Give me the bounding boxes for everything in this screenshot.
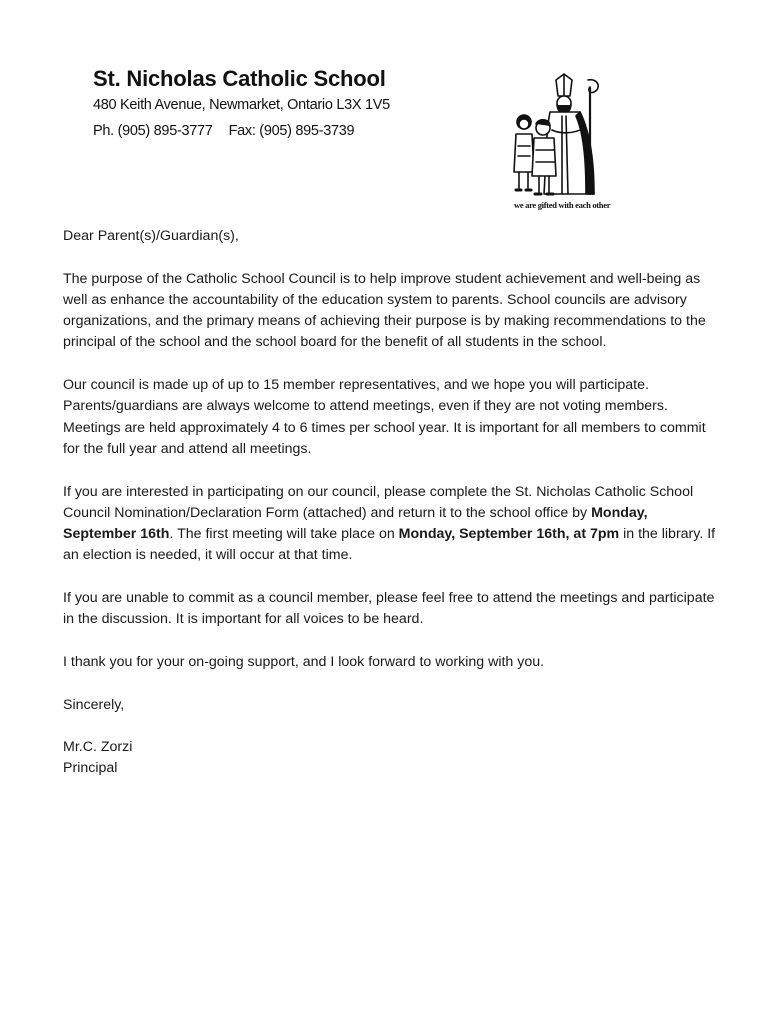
paragraph-council-membership: Our council is made up of up to 15 member representatives, and we hope you will participate. Parents/guardians are always welcome to attend meetings, even if they are not voting members. Meetings are held approximately 4 to 6 times per school year. It is important for all members to commit for the full year and attend all meetings. <box>63 377 706 457</box>
paragraph-nomination <box>63 482 723 567</box>
signature-block <box>63 737 723 780</box>
saint-nicholas-with-children-icon <box>510 72 614 212</box>
nomination-text: If you are interested in participating on our council, please complete the St. Nicholas Catholic School Council Nomination/Declaration Form (attached) and return it to the school office by <box>63 483 694 521</box>
school-motto: we are gifted with each other <box>514 200 611 210</box>
salutation: Dear Parent(s)/Guardian(s), <box>63 228 239 244</box>
letterhead <box>93 64 390 141</box>
fax-number: Fax: (905) 895-3739 <box>228 123 355 139</box>
paragraph-attend-meetings: If you are unable to commit as a council member, please feel free to attend the meetings and participate in the discussion. It is important for all voices to be heard. <box>63 590 715 628</box>
closing: Sincerely, <box>63 696 125 713</box>
school-name: St. Nicholas Catholic School <box>93 66 386 91</box>
phone-number: Ph. (905) 895-3777 <box>93 123 213 139</box>
school-address: 480 Keith Avenue, Newmarket, Ontario L3X 1V5 <box>93 97 390 113</box>
deadline-date: Monday, September 16th <box>63 504 648 543</box>
paragraph-council-purpose: The purpose of the Catholic School Council is to help improve student achievement and well-being as well as enhance the accountability of the education system to parents. School councils are advisory organizations, and the primary means of achieving their purpose is by making recommendations to the principal of the school and the school board for the benefit of all students in the school. <box>63 270 706 351</box>
meeting-location-text: in the library. If an election is needed, it will occur at that time. <box>63 526 716 564</box>
paragraph-thanks: I thank you for your on-going support, and I look forward to working with you. <box>63 653 545 670</box>
contact-line <box>93 121 390 141</box>
signer-name: Mr.C. Zorzi <box>63 739 133 756</box>
signer-title: Principal <box>63 760 118 777</box>
meeting-intro-text: . The first meeting will take place on <box>169 526 399 543</box>
letter-body <box>63 226 723 780</box>
first-meeting-date: Monday, September 16th, at 7pm <box>398 526 620 543</box>
